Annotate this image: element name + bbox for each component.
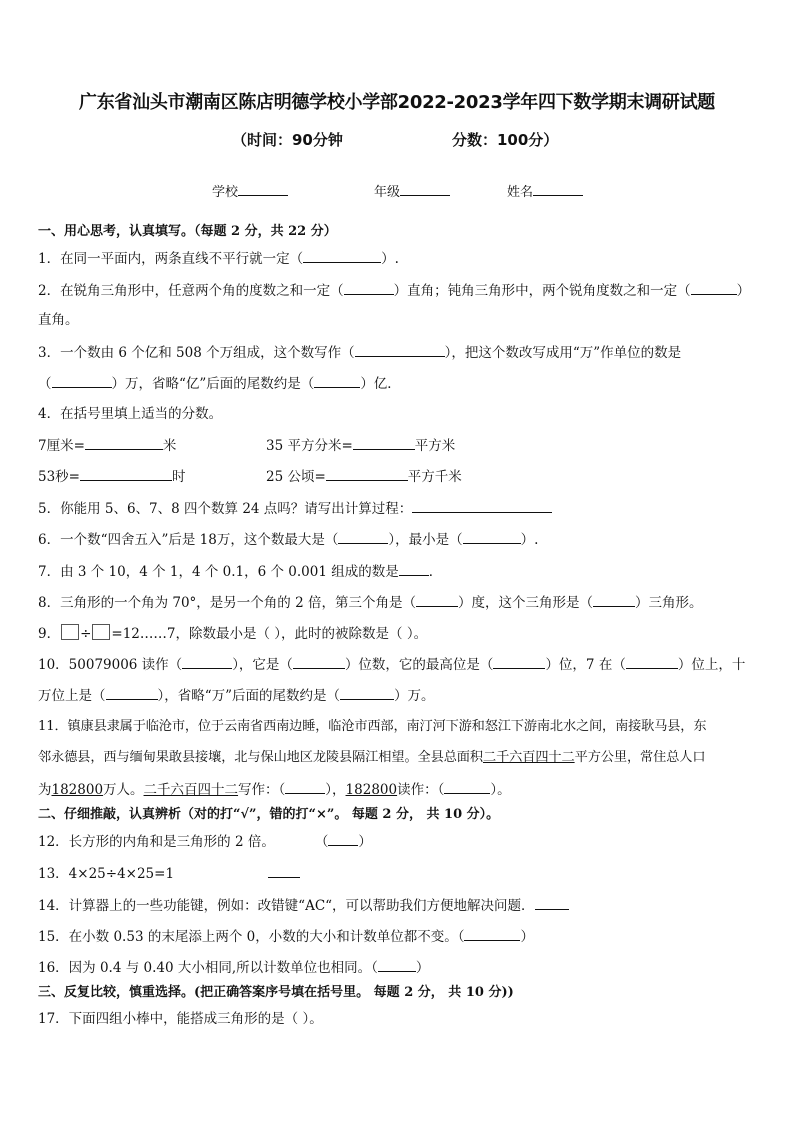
question-4-item-3: 53秒= 时: [38, 469, 186, 485]
question-10: 10．50079006 读作（ ），它是（ ）位数，它的最高位是（ ）位，7 在（ ）位上，十: [38, 657, 746, 673]
question-8: 8．三角形的一个角为 70°，是另一个角的 2 倍，第三个角是（ ）度，这个三角形是（ ）三角形。: [38, 595, 703, 611]
answer-blank[interactable]: [378, 958, 416, 972]
answer-blank[interactable]: [353, 436, 415, 450]
answer-blank[interactable]: [85, 436, 163, 450]
question-11-cont2: 为182800万人。二千六百四十二写作：（ ），182800读作：（ ）。: [38, 782, 511, 798]
answer-blank[interactable]: [338, 530, 388, 544]
answer-blank[interactable]: [416, 593, 458, 607]
question-6: 6．一个数“四舍五入”后是 18万，这个数最大是（ ），最小是（ ）.: [38, 532, 539, 548]
question-13: 13．4×25÷4×25=1: [38, 864, 300, 883]
school-label: 学校: [212, 185, 239, 200]
answer-blank[interactable]: [326, 467, 408, 481]
question-2: 2．在锐角三角形中，任意两个角的度数之和一定（ ）直角；钝角三角形中，两个锐角度数之和一定（ ）: [38, 283, 751, 299]
question-1: 1．在同一平面内，两条直线不平行就一定（ ）.: [38, 251, 399, 267]
answer-blank[interactable]: [463, 530, 521, 544]
question-4-item-4: 25 公顷= 平方千米: [266, 469, 462, 485]
question-7: 7．由 3 个 10，4 个 1，4 个 0.1，6 个 0.001 组成的数是 ．: [38, 564, 443, 580]
question-4-item-2: 35 平方分米= 平方米: [266, 438, 456, 454]
name-field[interactable]: [507, 181, 583, 200]
section1-heading: 一、用心思考，认真填写。（每题 2 分，共 22 分）: [38, 224, 337, 239]
answer-blank[interactable]: [268, 864, 300, 878]
school-field[interactable]: [212, 181, 288, 200]
question-4: 4．在括号里填上适当的分数。: [38, 406, 223, 422]
question-10-cont: 万位上是（ ），省略“万”后面的尾数约是（ ）万。: [38, 688, 435, 704]
exam-score: 分数：100分）: [452, 131, 559, 149]
question-17: 17．下面四组小棒中，能搭成三角形的是（ ）。: [38, 1011, 323, 1027]
answer-blank[interactable]: [344, 281, 394, 295]
answer-blank[interactable]: [303, 249, 381, 263]
question-11-cont: 邻永德县，西与缅甸果敢县接壤，北与保山地区龙陵县隔江相望。全县总面积二千六百四十二平方公里，常住总人口: [38, 750, 706, 765]
answer-blank[interactable]: [399, 562, 429, 576]
name-blank[interactable]: [533, 183, 583, 196]
answer-blank[interactable]: [52, 374, 112, 388]
question-12: 12．长方形的内角和是三角形的 2 倍。 （ ）: [38, 834, 372, 850]
answer-blank[interactable]: [355, 343, 445, 357]
answer-blank[interactable]: [444, 780, 490, 794]
name-label: 姓名: [507, 185, 534, 200]
answer-blank[interactable]: [285, 780, 325, 794]
answer-blank[interactable]: [182, 655, 232, 669]
question-5: 5．你能用 5、6、7、8 四个数算 24 点吗？请写出计算过程：: [38, 499, 552, 518]
school-blank[interactable]: [238, 183, 288, 196]
answer-blank[interactable]: [535, 896, 569, 910]
grade-blank[interactable]: [400, 183, 450, 196]
answer-blank[interactable]: [328, 832, 358, 846]
answer-blank[interactable]: [293, 655, 345, 669]
section3-heading: 三、反复比较，慎重选择。(把正确答案序号填在括号里。 每题 2 分， 共 10 分)): [38, 985, 514, 1000]
grade-field[interactable]: [374, 181, 450, 200]
answer-blank[interactable]: [593, 593, 635, 607]
question-16: 16．因为 0.4 与 0.40 大小相同,所以计数单位也相同。（ ）: [38, 960, 430, 976]
question-2-cont: 直角。: [38, 312, 79, 328]
grade-label: 年级: [374, 185, 401, 200]
dividend-box[interactable]: [61, 624, 79, 640]
answer-blank[interactable]: [340, 686, 394, 700]
exam-time: （时间：90分钟: [232, 131, 343, 149]
question-14: 14．计算器上的一些功能键，例如：改错键“AC“，可以帮助我们方便地解决问题．: [38, 896, 569, 915]
exam-title: 广东省汕头市潮南区陈店明德学校小学部2022-2023学年四下数学期末调研试题: [79, 92, 715, 113]
section2-heading: 二、仔细推敲，认真辨析（对的打“√”，错的打“×”。 每题 2 分， 共 10 分）。: [38, 807, 500, 822]
question-9: 9． ÷ =12……7，除数最小是（ ），此时的被除数是（ ）。: [38, 626, 428, 642]
question-11: 11．镇康县隶属于临沧市，位于云南省西南边睡，临沧市西部，南汀河下游和怒江下游南北水之间，南接耿马县，东: [38, 719, 707, 734]
answer-blank[interactable]: [314, 374, 360, 388]
divisor-box[interactable]: [92, 624, 110, 640]
answer-blank[interactable]: [80, 467, 172, 481]
question-3: 3．一个数由 6 个亿和 508 个万组成，这个数写作（ ），把这个数改写成用“万”作单位的数是: [38, 345, 682, 361]
answer-blank[interactable]: [106, 686, 158, 700]
answer-blank[interactable]: [691, 281, 737, 295]
question-15: 15．在小数 0.53 的末尾添上两个 0，小数的大小和计数单位都不变。（ ）: [38, 929, 534, 945]
answer-blank[interactable]: [412, 499, 552, 513]
answer-blank[interactable]: [464, 927, 520, 941]
answer-blank[interactable]: [626, 655, 678, 669]
question-3-cont: （ ）万，省略“亿”后面的尾数约是（ ）亿．: [38, 376, 401, 392]
answer-blank[interactable]: [493, 655, 545, 669]
question-4-item-1: 7厘米= 米: [38, 438, 177, 454]
